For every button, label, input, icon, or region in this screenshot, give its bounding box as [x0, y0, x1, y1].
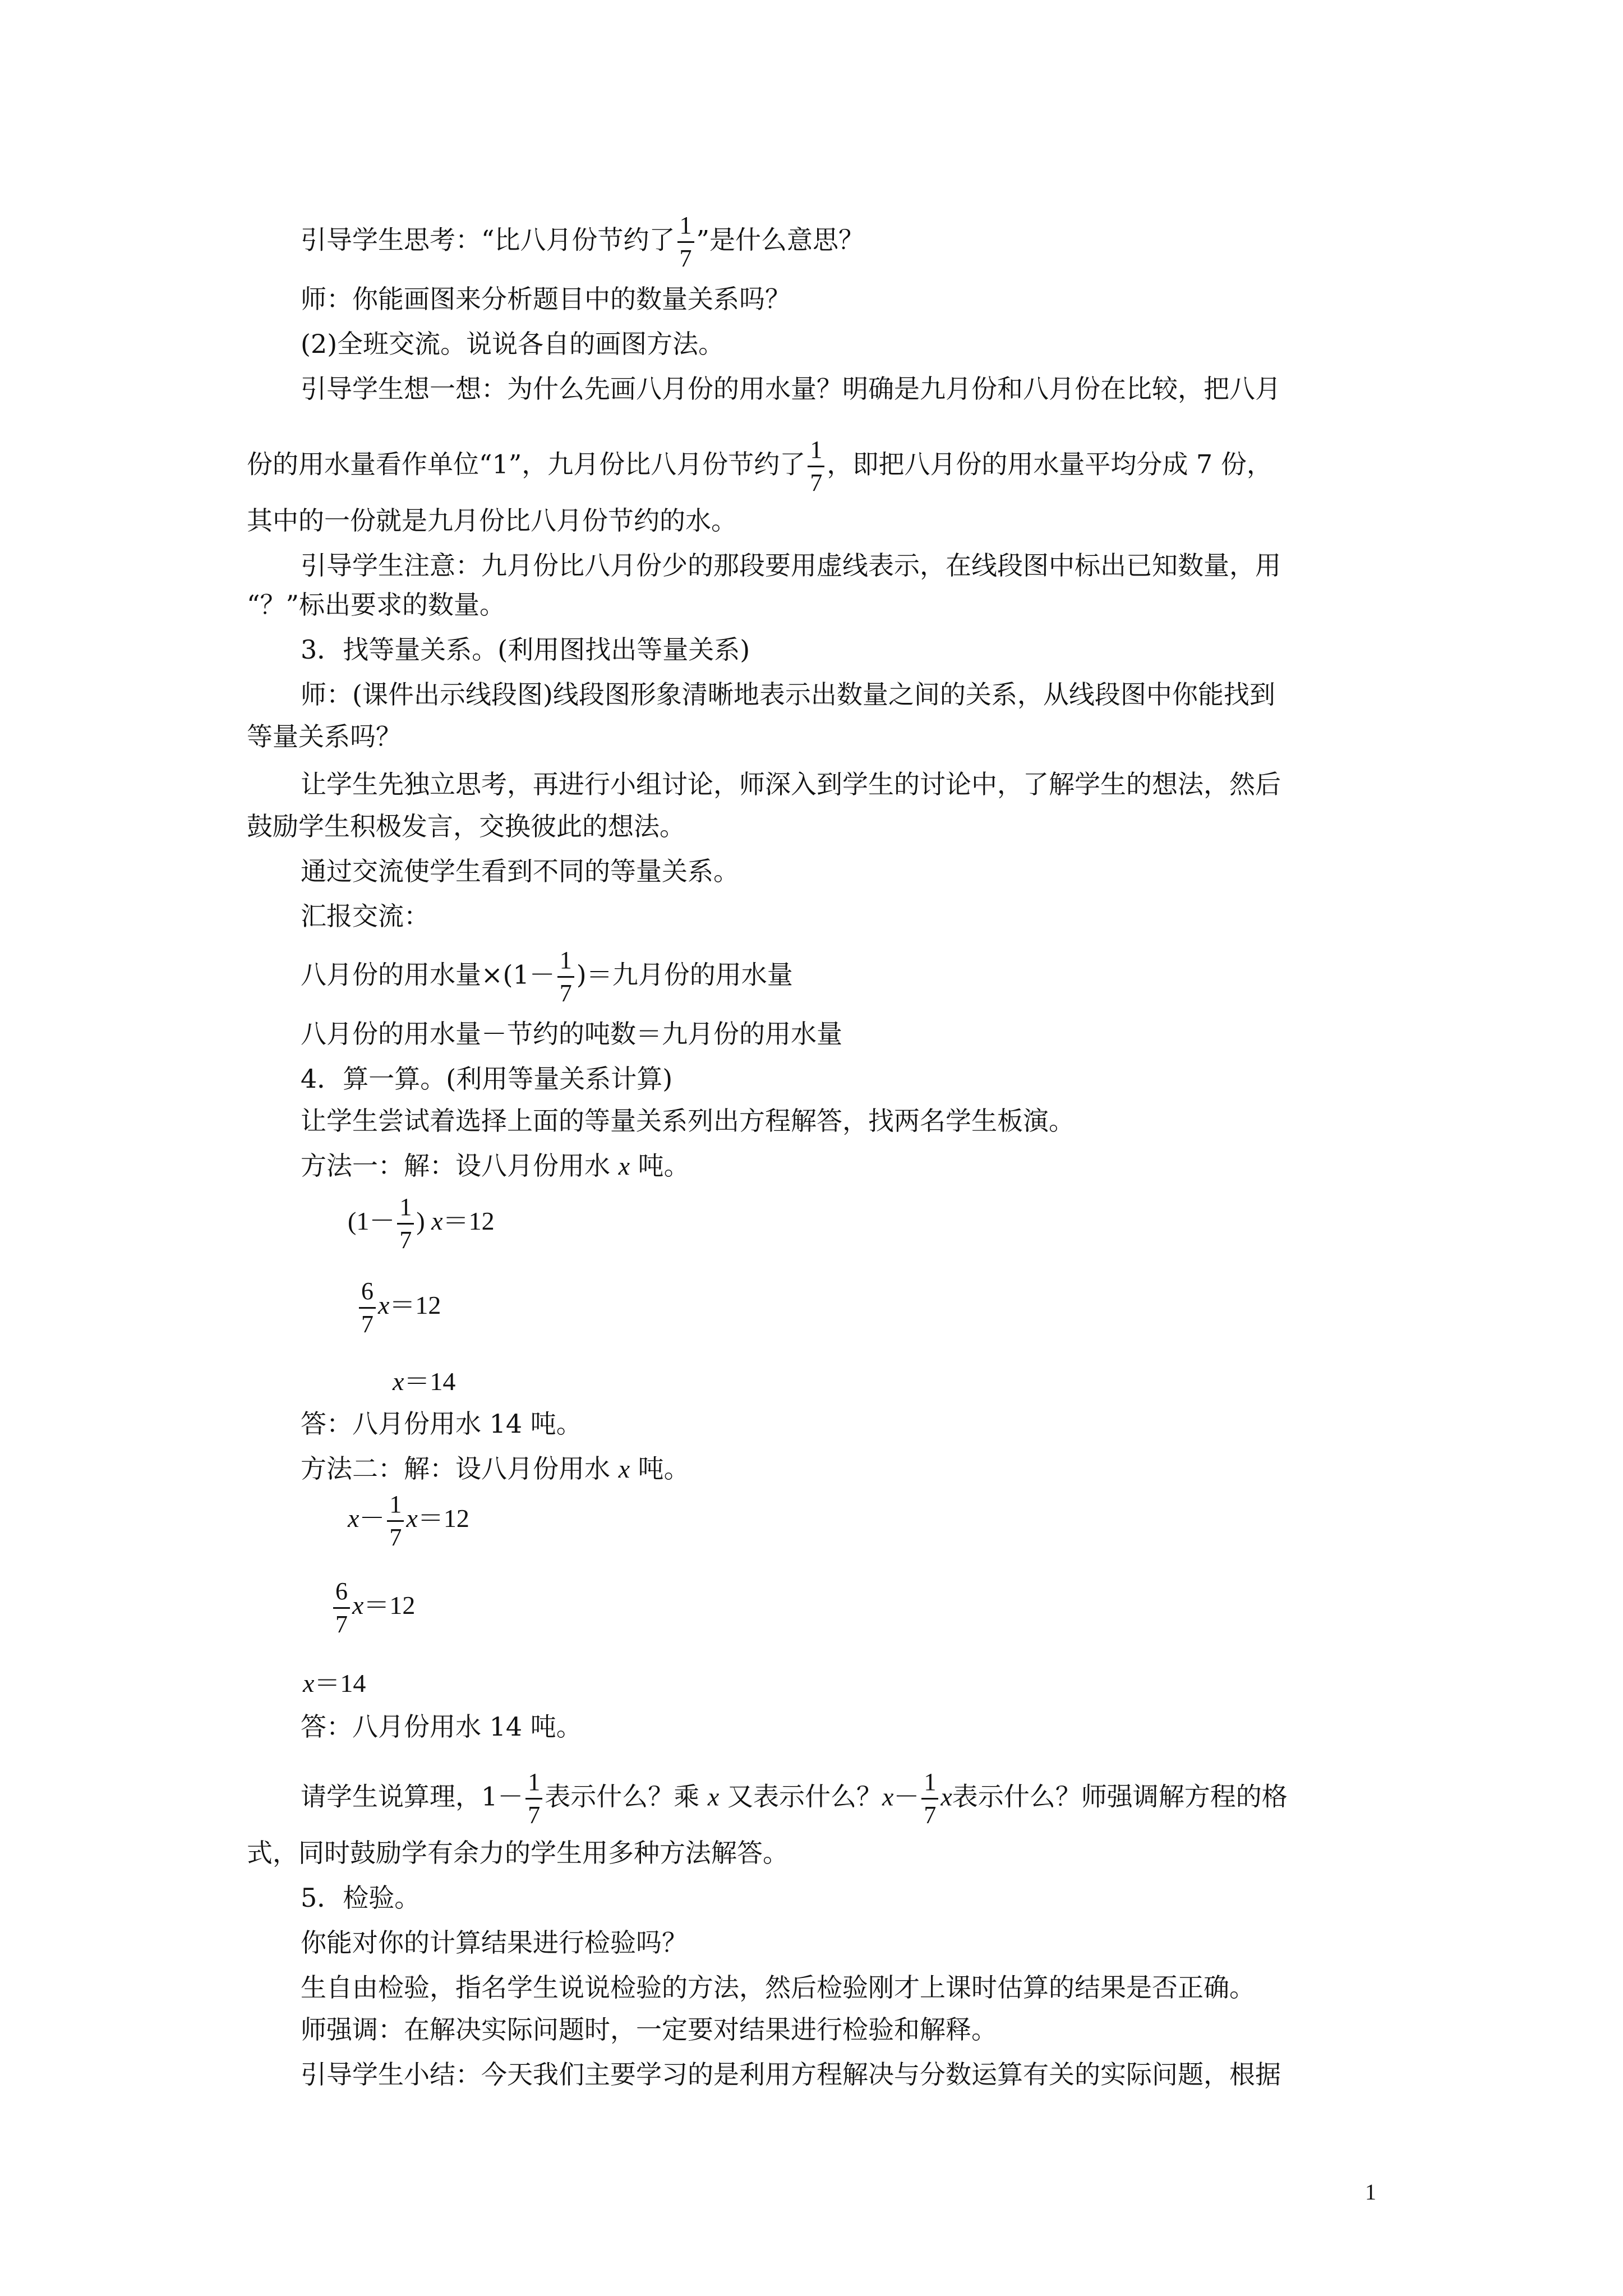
equation-step: x＝14 — [393, 1367, 456, 1396]
fraction-one-seventh: $\frac{1}{7}$ — [397, 1195, 414, 1253]
text-line: 通过交流使学生看到不同的等量关系。 — [301, 856, 739, 886]
text-line: 你能对你的计算结果进行检验吗？ — [301, 1927, 688, 1958]
answer-line: 答：八月份用水 14 吨。 — [301, 1711, 582, 1742]
text-line: 引导学生小结：今天我们主要学习的是利用方程解决与分数运算有关的实际问题，根据 — [301, 2059, 1281, 2090]
equation-line: 八月份的用水量×(1－ $\frac{1}{7}$ )＝九月份的用水量 — [301, 946, 793, 1007]
equation-step: x－ $\frac{1}{7}$ x＝12 — [348, 1490, 469, 1551]
text-line: “？”标出要求的数量。 — [247, 590, 506, 620]
text-line: 让学生先独立思考，再进行小组讨论，师深入到学生的讨论中，了解学生的想法，然后 — [301, 769, 1281, 799]
equation-step: (1－ $\frac{1}{7}$ ) x＝12 — [348, 1193, 495, 1254]
equation-step: $\frac{6}{7}$ x＝12 — [331, 1579, 415, 1637]
fraction-one-seventh: $\frac{1}{7}$ — [921, 1770, 938, 1828]
equation-step: x＝14 — [303, 1669, 366, 1697]
text-line: 让学生尝试着选择上面的等量关系列出方程解答，找两名学生板演。 — [301, 1106, 1075, 1136]
text-line: 师强调：在解决实际问题时，一定要对结果进行检验和解释。 — [301, 2014, 997, 2045]
text-line: 汇报交流： — [301, 901, 430, 931]
section-heading: 5．检验。 — [301, 1883, 421, 1913]
fraction-six-sevenths: $\frac{6}{7}$ — [359, 1279, 376, 1337]
fraction-one-seventh: $\frac{1}{7}$ — [525, 1770, 542, 1828]
text-line: (2)全班交流。说说各自的画图方法。 — [301, 329, 725, 359]
fraction-one-seventh: $\frac{1}{7}$ — [387, 1492, 404, 1550]
text-line: 生自由检验，指名学生说说检验的方法，然后检验刚才上课时估算的结果是否正确。 — [301, 1972, 1255, 2003]
text-line: 式，同时鼓励学有余力的学生用多种方法解答。 — [247, 1838, 789, 1868]
page-number: 1 — [1365, 2179, 1376, 2205]
equation-step: $\frac{6}{7}$ x＝12 — [357, 1279, 441, 1337]
fraction-one-seventh: $\frac{1}{7}$ — [808, 438, 824, 495]
text-line: 引导学生思考：“比八月份节约了 $\frac{1}{7}$ ”是什么意思？ — [301, 211, 865, 272]
text-line: 鼓励学生积极发言，交换彼此的想法。 — [247, 811, 685, 841]
fraction-one-seventh: $\frac{1}{7}$ — [557, 948, 574, 1006]
text-line: 方法一：解：设八月份用水 x 吨。 — [301, 1151, 690, 1181]
text-line: 师：(课件出示线段图)线段图形象清晰地表示出数量之间的关系，从线段图中你能找到 — [301, 679, 1275, 710]
text-line: 份的用水量看作单位“1”，九月份比八月份节约了 $\frac{1}{7}$ ，即把八月份的用水量平均分成 7 份， — [247, 436, 1272, 496]
text-line: 其中的一份就是九月份比八月份节约的水。 — [247, 505, 737, 536]
text-line: 方法二：解：设八月份用水 x 吨。 — [301, 1453, 690, 1484]
fraction-one-seventh: $\frac{1}{7}$ — [677, 213, 694, 271]
equation-line: 八月份的用水量－节约的吨数＝九月份的用水量 — [301, 1019, 842, 1049]
text-line: 等量关系吗？ — [247, 721, 402, 752]
text-line: 请学生说算理，1－ $\frac{1}{7}$ 表示什么？乘 x 又表示什么？x－ $\frac{1}{7}$ x表示什么？师强调解方程的格 — [301, 1768, 1288, 1829]
text-line: 引导学生注意：九月份比八月份少的那段要用虚线表示，在线段图中标出已知数量，用 — [301, 550, 1281, 581]
text-line: 师：你能画图来分析题目中的数量关系吗？ — [301, 284, 791, 314]
section-heading: 3．找等量关系。(利用图找出等量关系) — [301, 634, 750, 665]
section-heading: 4．算一算。(利用等量关系计算) — [301, 1064, 673, 1094]
fraction-six-sevenths: $\frac{6}{7}$ — [333, 1579, 350, 1637]
answer-line: 答：八月份用水 14 吨。 — [301, 1409, 582, 1439]
text-line: 引导学生想一想：为什么先画八月份的用水量？明确是九月份和八月份在比较，把八月 — [301, 374, 1281, 404]
